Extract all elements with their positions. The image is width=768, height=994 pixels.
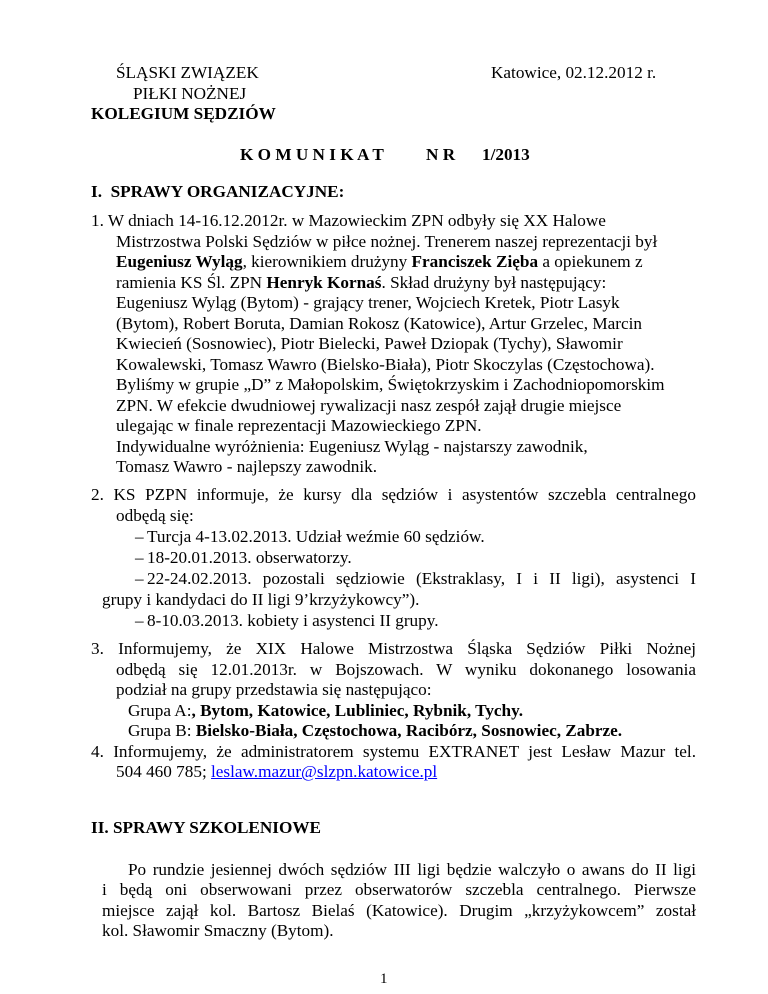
item2-line2: odbędą się: — [116, 506, 194, 525]
place-date: Katowice, 02.12.2012 r. — [491, 63, 657, 82]
item1-line5: Eugeniusz Wyląg (Bytom) - grający trener, Wojciech Kretek, Piotr Lasyk — [116, 293, 620, 312]
item2-dash-line2: – 18-20.01.2013. obserwatorzy. — [135, 548, 352, 567]
org-name-line1: ŚLĄSKI ZWIĄZEK — [116, 63, 259, 82]
group-a-teams: , Bytom, Katowice, Lubliniec, Rybnik, Tychy. — [191, 701, 524, 720]
manager-name: Franciszek Zięba — [411, 252, 539, 271]
item1-line12: Indywidualne wyróżnienia: Eugeniusz Wyląg - najstarszy zawodnik, — [116, 437, 588, 456]
group-b-line — [128, 721, 622, 742]
item2-dash-line3-cont: grupy i kandydaci do II ligi 9’krzyżykowcy”). — [102, 590, 420, 609]
org-name-line3: KOLEGIUM SĘDZIÓW — [91, 104, 276, 123]
item2-line1: 2. KS PZPN informuje, że kursy dla sędziów i asystentów szczebla centralnego — [91, 485, 696, 504]
item1-line8: Kowalewski, Tomasz Wawro (Bielsko-Biała), Piotr Skoczylas (Częstochowa). — [116, 355, 655, 374]
item3-line3: podział na grupy przedstawia się następująco: — [116, 680, 432, 699]
item4-line2 — [116, 762, 437, 783]
item4-line1: 4. Informujemy, że administratorem systemu EXTRANET jest Lesław Mazur tel. — [91, 742, 696, 761]
section2-line3: miejsce zajął kol. Bartosz Bielaś (Katowice). Drugim „krzyżykowcem” został — [102, 901, 696, 920]
item2-dash-line4: – 8-10.03.2013. kobiety i asystenci II grupy. — [135, 611, 439, 630]
section-1-heading: I. SPRAWY ORGANIZACYJNE: — [91, 182, 345, 201]
item3-line2: odbędą się 12.01.2013r. w Bojszowach. W wyniku dokonanego losowania — [116, 660, 696, 679]
item1-line10: ZPN. W efekcie dwudniowej rywalizacji nasz zespół zajął drugie miejsce — [116, 396, 622, 415]
title-nr: N R — [426, 145, 456, 164]
item1-line2: Mistrzostwa Polski Sędziów w piłce nożnej. Trenerem naszej reprezentacji był — [116, 232, 658, 251]
item1-line3: Eugeniusz Wyląg, kierownikiem drużyny Franciszek Zięba a opiekunem z — [116, 252, 643, 271]
phone-number: 504 460 785; — [116, 762, 212, 781]
item1-line13: Tomasz Wawro - najlepszy zawodnik. — [116, 457, 378, 476]
group-a-label: Grupa A: — [128, 701, 192, 720]
item1-line11: ulegając w finale reprezentacji Mazowieckiego ZPN. — [116, 416, 482, 435]
item1-line6: (Bytom), Robert Boruta, Damian Rokosz (Katowice), Artur Grzelec, Marcin — [116, 314, 642, 333]
coach-name: Eugeniusz Wyląg — [116, 252, 243, 271]
org-name-line2: PIŁKI NOŻNEJ — [133, 84, 247, 103]
section-2-heading: II. SPRAWY SZKOLENIOWE — [91, 818, 322, 837]
dash-bullet: – — [135, 527, 144, 546]
item2-dash-line1: – Turcja 4-13.02.2013. Udział weźmie 60 sędziów. — [135, 527, 485, 546]
group-b-label: Grupa B: — [128, 721, 196, 740]
group-a-line — [128, 701, 523, 722]
title-komunikat: K O M U N I K A T — [240, 145, 384, 164]
item1-line1: 1. W dniach 14-16.12.2012r. w Mazowieckim ZPN odbyły się XX Halowe — [91, 211, 606, 230]
dash-bullet: – — [135, 569, 144, 588]
dash-bullet: – — [135, 611, 144, 630]
group-b-teams: Bielsko-Biała, Częstochowa, Racibórz, Sosnowiec, Zabrze. — [195, 721, 623, 740]
title-number: 1/2013 — [482, 145, 530, 164]
email-link[interactable]: leslaw.mazur@slzpn.katowice.pl — [211, 762, 438, 781]
item1-line7: Kwiecień (Sosnowiec), Piotr Bielecki, Paweł Dziopak (Tychy), Sławomir — [116, 334, 623, 353]
item2-dash-line3: – 22-24.02.2013. pozostali sędziowie (Ekstraklasy, I i II ligi), asystenci I — [135, 569, 696, 588]
item3-line1: 3. Informujemy, że XIX Halowe Mistrzostwa Śląska Sędziów Piłki Nożnej — [91, 639, 696, 658]
page-number: 1 — [380, 971, 388, 987]
item1-line4: ramienia KS Śl. ZPN Henryk Kornaś. Skład drużyny był następujący: — [116, 273, 607, 292]
dash-bullet: – — [135, 548, 144, 567]
section2-line1: Po rundzie jesiennej dwóch sędziów III ligi będzie walczyło o awans do II ligi — [128, 860, 696, 879]
item1-line9: Byliśmy w grupie „D” z Małopolskim, Świętokrzyskim i Zachodniopomorskim — [116, 375, 665, 394]
section2-line2: i będą oni obserwowani przez obserwatorów szczebla centralnego. Pierwsze — [102, 880, 696, 899]
section2-line4: kol. Sławomir Smaczny (Bytom). — [102, 921, 334, 940]
caretaker-name: Henryk Kornaś — [266, 273, 382, 292]
